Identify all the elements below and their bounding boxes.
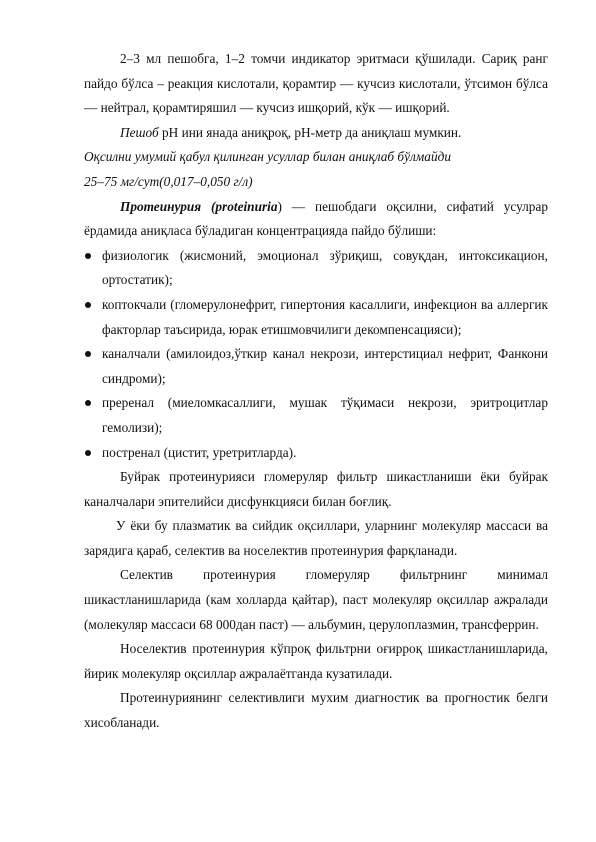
paragraph-protein-range: 25–75 мг/сут(0,017–0,050 г/л) <box>84 173 253 189</box>
list-item-text: каналчали (амилоидоз,ўткир канал некрози, интерстициал нефрит, Фанкони синдроми); <box>102 346 548 386</box>
paragraph-ph-meter-rest: pH ини янада аниқроқ, pH-метр да аниқлаш мумкин. <box>158 124 462 140</box>
list-item <box>84 244 548 293</box>
proteinuria-definition-rest: ) — пешобдаги оқсилни, сифатий усулрар ёрдамида аниқласа бўладиган концентрацияда пайдо бўлиши: <box>84 198 548 239</box>
proteinuria-types-list <box>84 244 548 465</box>
paragraph-selectivity-significance: Протеинуриянинг селективлиги мухим диагностик ва прогностик белги хисобланади. <box>84 690 548 731</box>
list-item <box>84 441 548 466</box>
bullet-icon <box>85 400 91 406</box>
paragraph-ph-meter <box>84 121 548 146</box>
paragraph-selective-classification: У ёки бу плазматик ва сийдик оқсиллари, уларнинг молекуляр массаси ва зарядига қараб, селектив ва носелектив протеинурия фарқланади. <box>84 518 548 558</box>
bullet-icon <box>85 351 91 357</box>
proteinuria-term: Протеинурия (proteinuria <box>120 198 278 214</box>
list-item <box>84 293 548 342</box>
paragraph-nonselective-proteinuria: Носелектив протеинурия кўпроқ фильтрни оғирроқ шикастланишларида, йирик молекуляр оқсиллар ажралаётганда кузатилади. <box>84 641 548 681</box>
bullet-icon <box>85 302 91 308</box>
bullet-icon <box>85 450 91 456</box>
paragraph-ph-meter-italic: Пешоб <box>120 124 159 140</box>
paragraph-proteinuria-definition <box>84 195 548 244</box>
list-item-text: коптокчали (гломерулонефрит, гипертония касаллиги, инфекцион ва аллергик факторлар таъсирида, юрак етишмовчилиги декомпенсацияси); <box>102 296 548 337</box>
list-item-text: постренал (цистит, уретритларда). <box>102 444 297 460</box>
list-item <box>84 342 548 391</box>
paragraph-renal-proteinuria: Буйрак протеинурияси гломеруляр фильтр шикастланиши ёки буйрак каналчалари эпителийси дисфункцияси билан боғлиқ. <box>84 469 548 509</box>
list-item-text: физиологик (жисмоний, эмоционал зўриқиш, совуқдан, интоксикацион, ортостатик); <box>102 247 548 288</box>
paragraph-indicator-test: 2–3 мл пешобга, 1–2 томчи индикатор эритмаси қўшилади. Сариқ ранг пайдо бўлса – реакция кислотали, қорамтир — кучсиз кислотали, ўтсимон бўлса — нейтрал, қорамтиряшил — кучсиз ишқорий, кўк — ишқорий. <box>84 51 548 116</box>
bullet-icon <box>85 253 91 259</box>
paragraph-selective-proteinuria: Селектив протеинурия гломеруляр фильтрнинг минимал шикастланишларида (кам холларда қайтар), паст молекуляр оқсиллар ажралади (молекуляр массаси 68 000дан паст) — альбумин, церулоплазмин, трансферрин. <box>84 567 548 632</box>
list-item <box>84 391 548 440</box>
paragraph-protein-note: Оқсилни умумий қабул қилинган усуллар билан аниқлаб бўлмайди <box>84 149 451 165</box>
list-item-text: преренал (миеломкасаллиги, мушак тўқимаси некрози, эритроцитлар гемолизи); <box>102 395 548 435</box>
